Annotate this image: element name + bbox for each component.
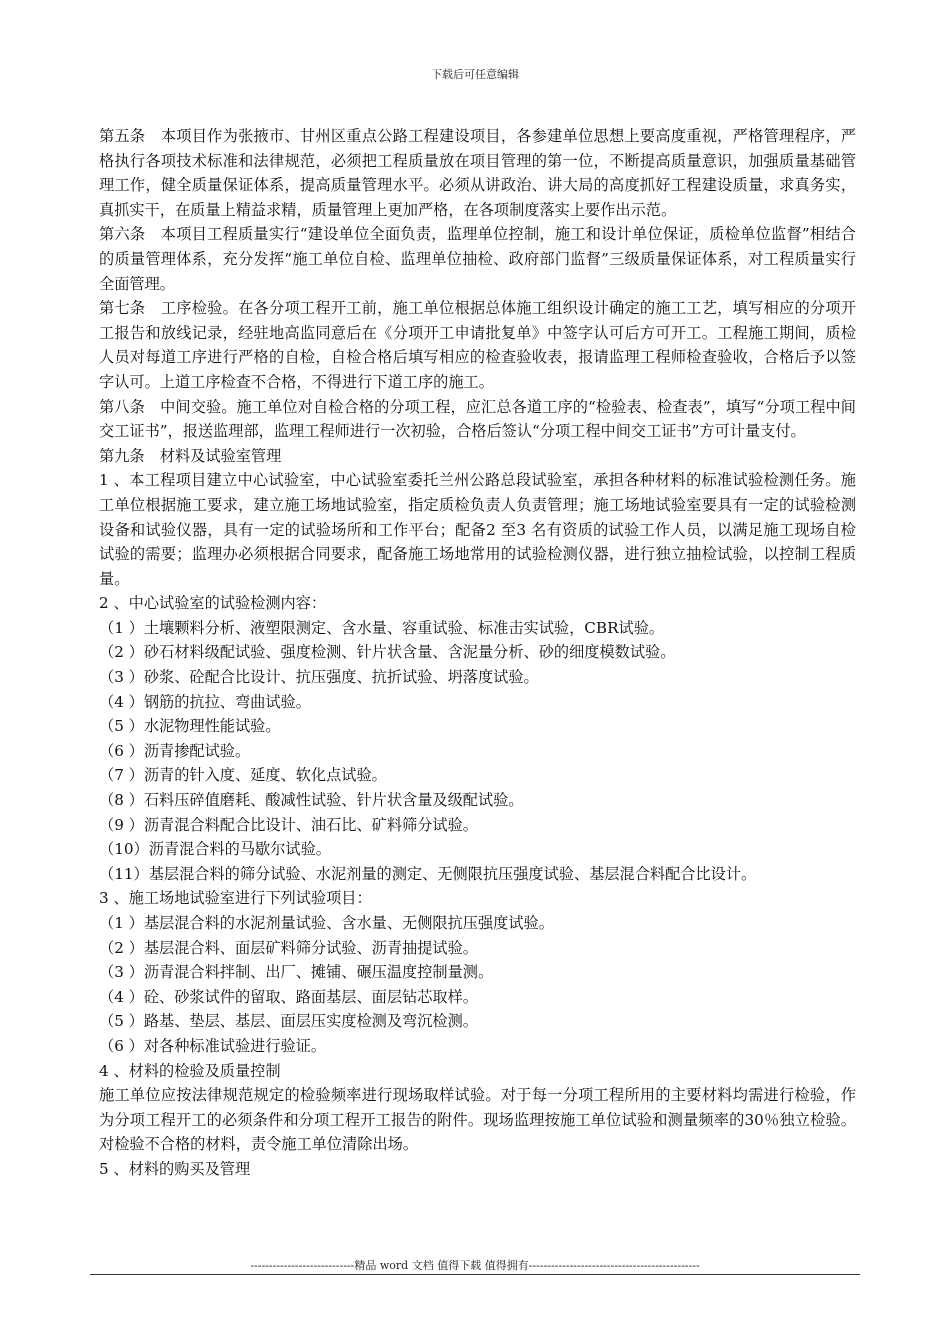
list-item: （11）基层混合料的筛分试验、水泥剂量的测定、无侧限抗压强度试验、基层混合料配合比设计。	[99, 864, 757, 883]
list-item: （1 ）基层混合料的水泥剂量试验、含水量、无侧限抗压强度试验。	[99, 914, 554, 932]
list-item: （3 ）沥青混合料拌制、出厂、摊铺、碾压温度控制量测。	[99, 963, 494, 982]
list-item: （6 ）沥青掺配试验。	[99, 741, 251, 760]
list-item: （7 ）沥青的针入度、延度、软化点试验。	[99, 766, 387, 785]
list-item: （2 ）砂石材料级配试验、强度检测、针片状含量、含泥量分析、砂的细度模数试验。	[99, 643, 676, 662]
list-item: （4 ）钢筋的抗拉、弯曲试验。	[99, 692, 311, 711]
list-item: （9 ）沥青混合料配合比设计、油石比、矿料筛分试验。	[99, 815, 478, 834]
list-item: （1 ）土壤颗料分析、液塑限测定、含水量、容重试验、标准击实试验，CBR试验。	[99, 618, 665, 637]
list-item: （3 ）砂浆、砼配合比设计、抗压强度、抗折试验、坍落度试验。	[99, 668, 539, 687]
list-item: （5 ）水泥物理性能试验。	[99, 717, 281, 736]
list-item: （10）沥青混合料的马歇尔试验。	[99, 840, 331, 859]
paragraph: 1 、本工程项目建立中心试验室，中心试验室委托兰州公路总段试验室，承担各种材料的标准试验检测任务。施工单位根据施工要求，建立施工场地试验室，指定质检负责人负责管理；施工场地试验室要具有一定的试验检测设备和试验仪器，具有一定的试验场所和工作平台；配备2 至3 名有资质的试验工作人员，以满足施工现场自检试验的需要；监理办必须根据合同要求，配备施工场地常用的试验检测仪器，进行独立抽检试验，以控制工程质量。	[99, 471, 856, 588]
paragraph: 第八条 中间交验。施工单位对自检合格的分项工程，应汇总各道工序的“检验表、检查表”，填写“分项工程中间交工证书”，报送监理部，监理工程师进行一次初验，合格后签认“分项工程中间交工证书”方可计量支付。	[99, 397, 856, 441]
list-heading: 5 、材料的购买及管理	[99, 1159, 251, 1178]
page-footer: ----------------------------精品 word 文档 值得下载 值得拥有----------------------------------------------	[250, 1259, 700, 1272]
section-heading: 第九条 材料及试验室管理	[99, 446, 282, 465]
document-body	[99, 124, 856, 1182]
list-item: （6 ）对各种标准试验进行验证。	[99, 1036, 327, 1055]
list-item: （4 ）砼、砂浆试件的留取、路面基层、面层钻芯取样。	[99, 987, 478, 1006]
list-heading: 4 、材料的检验及质量控制	[99, 1061, 281, 1080]
list-item: （2 ）基层混合料、面层矿料筛分试验、沥青抽提试验。	[99, 938, 478, 957]
list-heading: 2 、中心试验室的试验检测内容：	[99, 594, 327, 613]
paragraph: 第六条 本项目工程质量实行“建设单位全面负责，监理单位控制，施工和设计单位保证，质检单位监督”相结合的质量管理体系，充分发挥“施工单位自检、监理单位抽检、政府部门监督”三级质量保证体系，对工程质量实行全面管理。	[99, 225, 856, 293]
paragraph: 第七条 工序检验。在各分项工程开工前，施工单位根据总体施工组织设计确定的施工工艺，填写相应的分项开工报告和放线记录，经驻地高监同意后在《分项开工申请批复单》中签字认可后方可开工。工程施工期间，质检人员对每道工序进行严格的自检，自检合格后填写相应的检查验收表，报请监理工程师检查验收，合格后予以签字认可。上道工序检查不合格，不得进行下道工序的施工。	[99, 299, 856, 391]
paragraph: 施工单位应按法律规范规定的检验频率进行现场取样试验。对于每一分项工程所用的主要材料均需进行检验，作为分项工程开工的必须条件和分项工程开工报告的附件。现场监理按施工单位试验和测量频率的30％独立检验。对检验不合格的材料，责令施工单位清除出场。	[99, 1086, 856, 1154]
page-header: 下载后可任意编辑	[431, 68, 519, 81]
paragraph: 第五条 本项目作为张掖市、甘州区重点公路工程建设项目，各参建单位思想上要高度重视，严格管理程序，严格执行各项技术标准和法律规范，必须把工程质量放在项目管理的第一位，不断提高质量意识，加强质量基础管理工作，健全质量保证体系，提高质量管理水平。必须从讲政治、讲大局的高度抓好工程建设质量，求真务实，真抓实干，在质量上精益求精，质量管理上更加严格，在各项制度落实上要作出示范。	[99, 127, 856, 219]
list-item: （5 ）路基、垫层、基层、面层压实度检测及弯沉检测。	[99, 1012, 478, 1031]
footer-divider	[90, 1274, 860, 1275]
list-item: （8 ）石料压碎值磨耗、酸减性试验、针片状含量及级配试验。	[99, 791, 524, 810]
list-heading: 3 、施工场地试验室进行下列试验项目：	[99, 889, 372, 908]
